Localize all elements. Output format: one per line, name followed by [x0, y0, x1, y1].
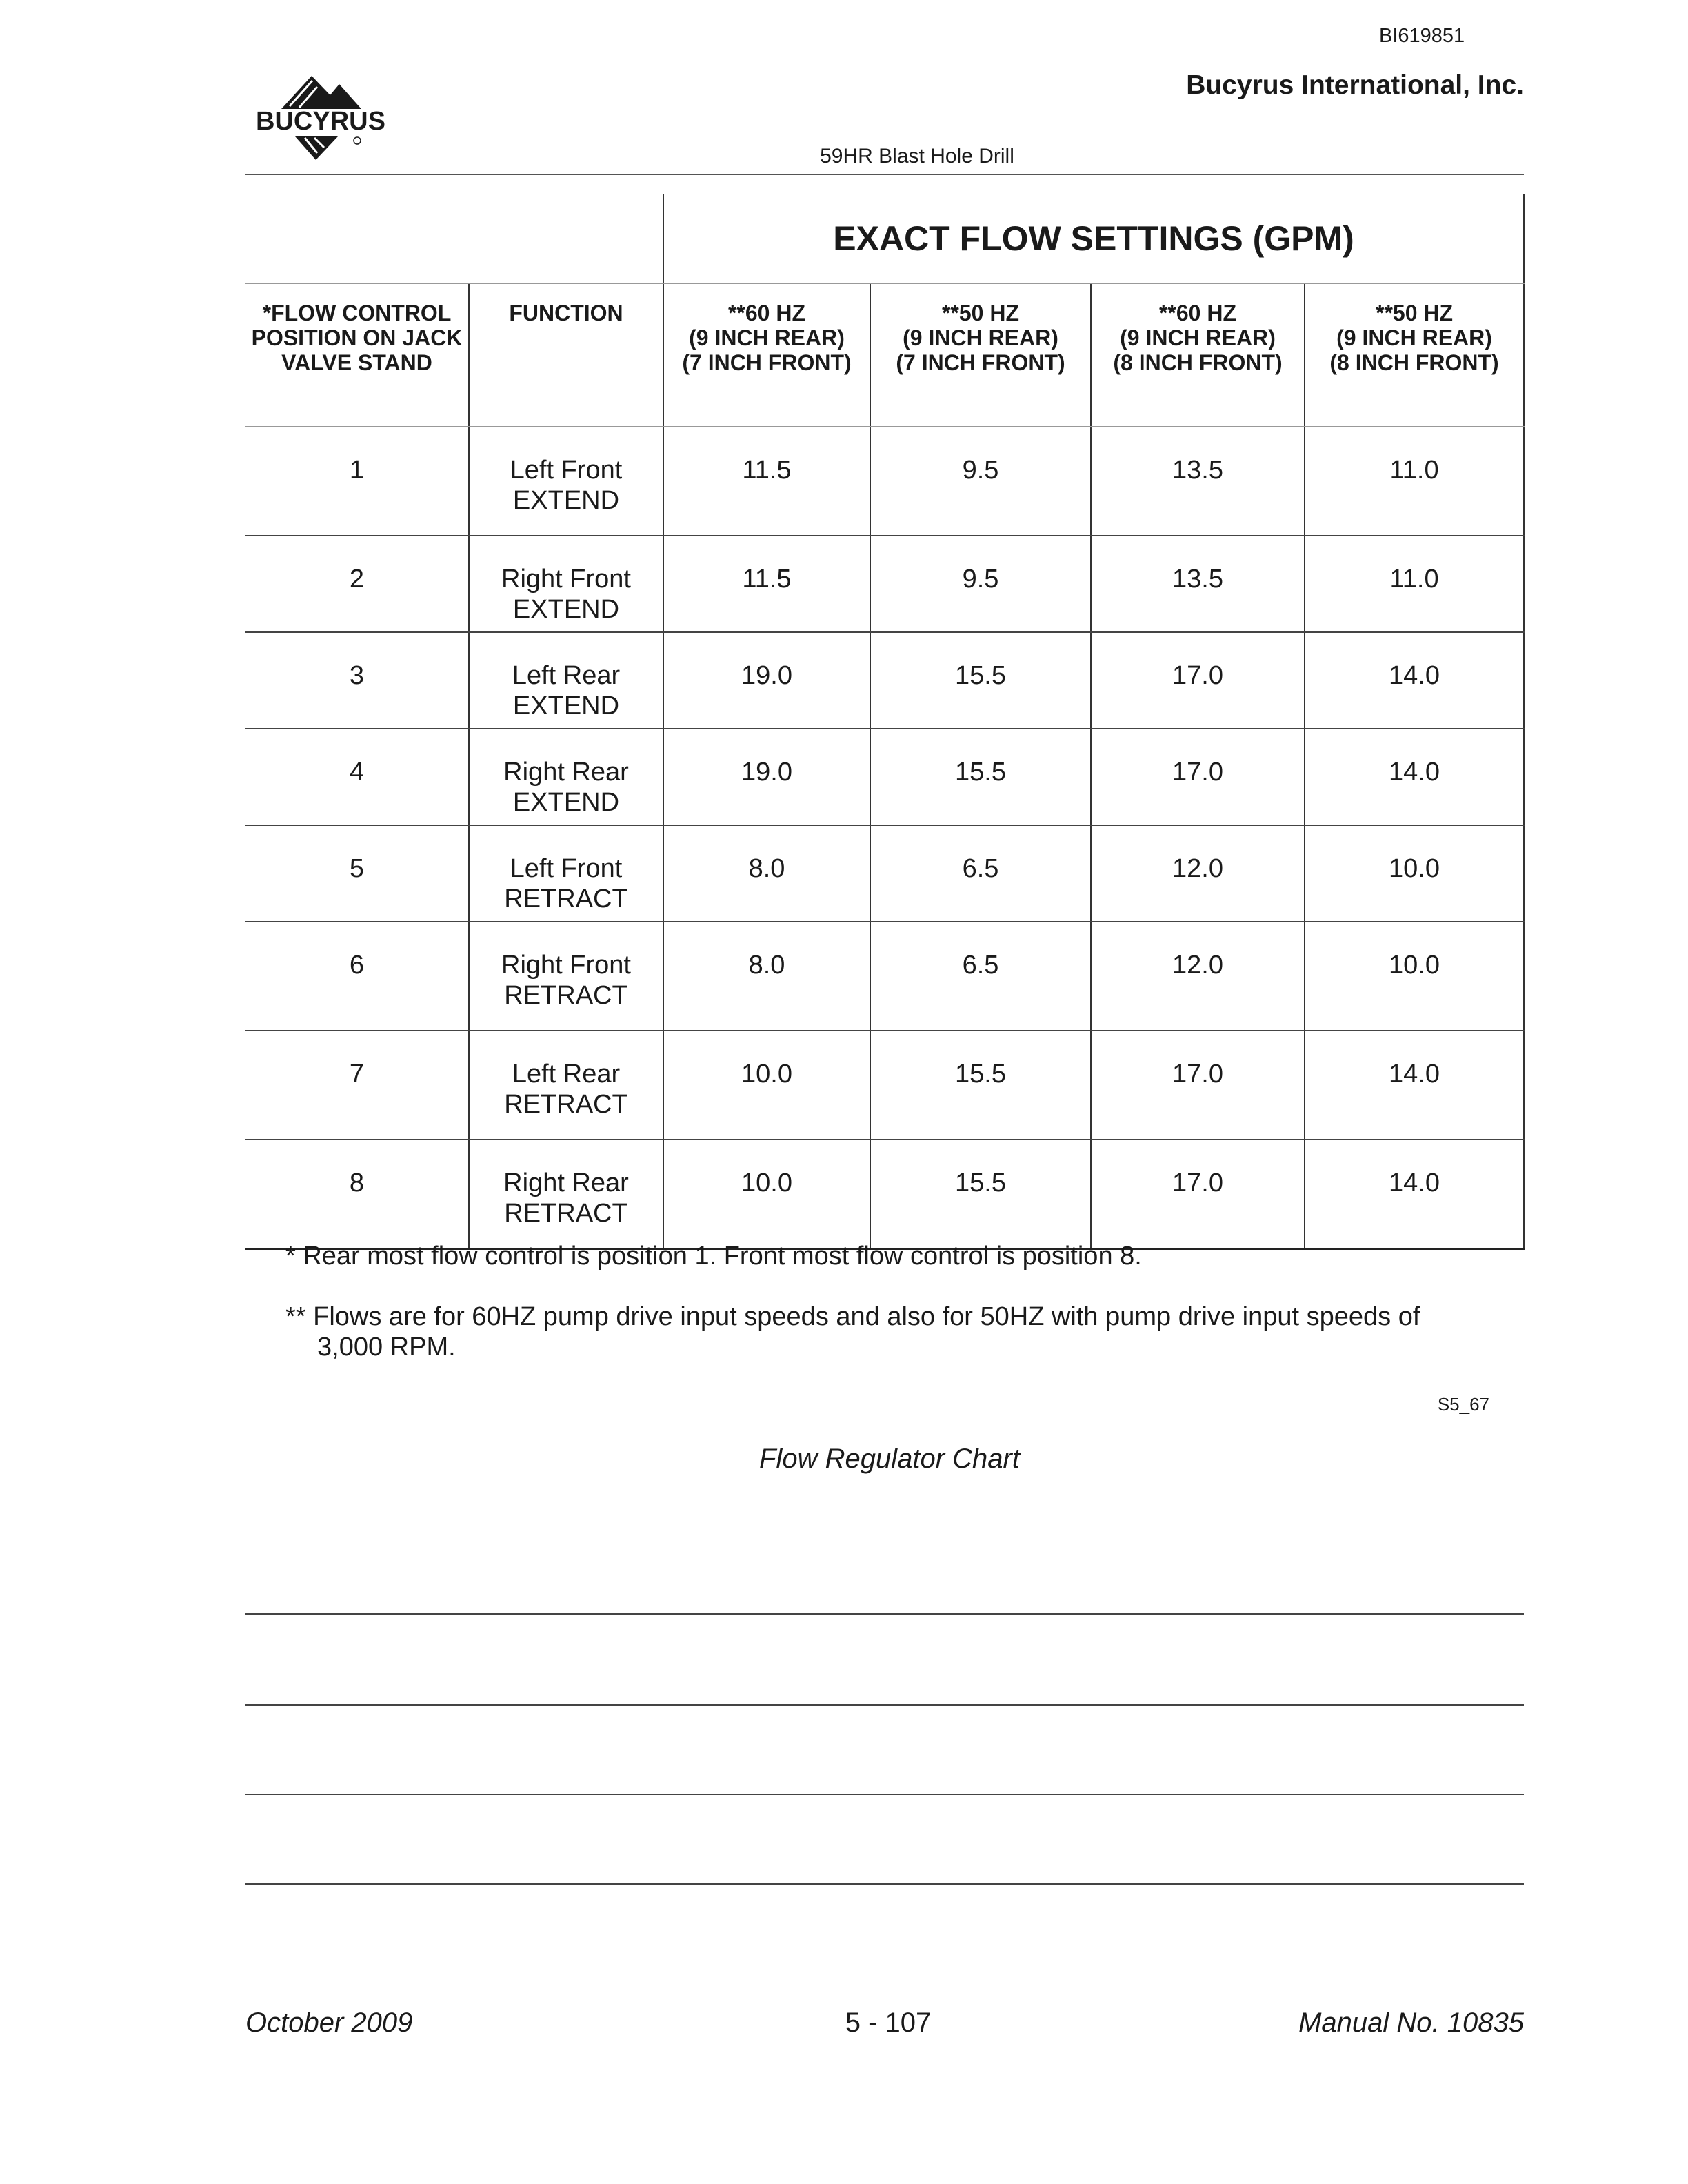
function-line: Left Front: [510, 854, 623, 883]
column-header-line: (9 INCH REAR): [1120, 325, 1276, 350]
column-header-line: (8 INCH FRONT): [1329, 350, 1499, 375]
footnote-flows-line1: ** Flows are for 60HZ pump drive input speeds and also for 50HZ with pump drive input speeds of: [285, 1302, 1420, 1331]
function-line: RETRACT: [504, 981, 628, 1010]
flow-value-cell: 10.0: [1305, 922, 1524, 1031]
function-line: Right Front: [501, 565, 631, 594]
table-row: [245, 1140, 1524, 1248]
table-row: [245, 1031, 1524, 1140]
blank-rule: [245, 1794, 1524, 1795]
footnote-flows: [285, 1302, 1513, 1362]
function-line: Right Front: [501, 951, 631, 980]
column-header-line: **60 HZ: [727, 301, 806, 325]
position-cell: 3: [245, 632, 469, 729]
column-header-line: POSITION ON JACK: [251, 325, 463, 350]
footer-date: October 2009: [245, 2008, 413, 2038]
figure-code: S5_67: [1437, 1394, 1489, 1415]
table-row: [245, 536, 1524, 632]
column-header: [245, 283, 469, 427]
table-row: [245, 427, 1524, 536]
flow-value-cell: 15.5: [870, 1140, 1091, 1248]
company-name: Bucyrus International, Inc.: [1186, 70, 1524, 100]
position-cell: 6: [245, 922, 469, 1031]
flow-value-cell: 6.5: [870, 825, 1091, 922]
flow-value-cell: 17.0: [1091, 1140, 1305, 1248]
flow-value-cell: 11.0: [1305, 427, 1524, 536]
function-line: EXTEND: [512, 788, 620, 817]
flow-value-cell: 6.5: [870, 922, 1091, 1031]
flow-value-cell: 10.0: [663, 1031, 870, 1140]
figure-caption: Flow Regulator Chart: [759, 1444, 1020, 1474]
position-cell: 7: [245, 1031, 469, 1140]
table-title: EXACT FLOW SETTINGS (GPM): [663, 194, 1524, 283]
flow-value-cell: 13.5: [1091, 427, 1305, 536]
column-header: [469, 283, 663, 427]
flow-value-cell: 14.0: [1305, 729, 1524, 825]
column-header-line: (9 INCH REAR): [903, 325, 1058, 350]
table-row: [245, 922, 1524, 1031]
column-header-line: (7 INCH FRONT): [896, 350, 1065, 375]
function-cell: [469, 1140, 663, 1248]
flow-value-cell: 10.0: [1305, 825, 1524, 922]
column-header-line: (8 INCH FRONT): [1113, 350, 1283, 375]
position-cell: 5: [245, 825, 469, 922]
function-line: Right Rear: [503, 1169, 629, 1197]
column-header-line: *FLOW CONTROL: [262, 301, 452, 325]
function-cell: [469, 922, 663, 1031]
column-header-line: VALVE STAND: [281, 350, 432, 375]
document-id: BI619851: [1379, 25, 1465, 47]
flow-value-cell: 11.5: [663, 427, 870, 536]
column-header-line: **60 HZ: [1158, 301, 1237, 325]
flow-value-cell: 17.0: [1091, 729, 1305, 825]
function-line: Right Rear: [503, 758, 629, 787]
column-header: [1305, 283, 1524, 427]
footnote-position: * Rear most flow control is position 1. Front most flow control is position 8.: [285, 1242, 1142, 1271]
flow-value-cell: 11.5: [663, 536, 870, 632]
function-cell: [469, 825, 663, 922]
table-row: [245, 825, 1524, 922]
flow-value-cell: 9.5: [870, 427, 1091, 536]
blank-rule: [245, 1704, 1524, 1706]
function-line: EXTEND: [512, 486, 620, 515]
product-name: 59HR Blast Hole Drill: [820, 145, 1014, 168]
footer-manual-number: Manual No. 10835: [1298, 2008, 1524, 2038]
table-corner: [245, 194, 663, 283]
column-header-line: **50 HZ: [1375, 301, 1454, 325]
table-row: [245, 632, 1524, 729]
function-cell: [469, 632, 663, 729]
position-cell: 4: [245, 729, 469, 825]
function-line: EXTEND: [512, 691, 620, 720]
column-header-line: **50 HZ: [941, 301, 1020, 325]
footer-page-number: 5 - 107: [845, 2008, 932, 2038]
flow-value-cell: 15.5: [870, 1031, 1091, 1140]
column-header-line: FUNCTION: [509, 301, 623, 325]
function-line: RETRACT: [504, 884, 628, 913]
footnote-flows-line2: 3,000 RPM.: [317, 1333, 456, 1362]
flow-value-cell: 10.0: [663, 1140, 870, 1248]
flow-value-cell: 19.0: [663, 729, 870, 825]
flow-value-cell: 13.5: [1091, 536, 1305, 632]
svg-text:BUCYRUS: BUCYRUS: [256, 107, 385, 136]
function-line: RETRACT: [504, 1199, 628, 1228]
function-line: Left Front: [510, 456, 623, 485]
table-header-row: [245, 283, 1524, 427]
column-header: [1091, 283, 1305, 427]
column-header-line: (7 INCH FRONT): [682, 350, 852, 375]
flow-settings-table: [245, 194, 1525, 1250]
blank-rule: [245, 1883, 1524, 1885]
function-line: Left Rear: [512, 661, 621, 690]
flow-value-cell: 17.0: [1091, 1031, 1305, 1140]
flow-value-cell: 15.5: [870, 632, 1091, 729]
column-header: [870, 283, 1091, 427]
position-cell: 1: [245, 427, 469, 536]
header-divider: [245, 174, 1524, 175]
function-line: EXTEND: [512, 595, 620, 624]
flow-value-cell: 15.5: [870, 729, 1091, 825]
flow-value-cell: 14.0: [1305, 1031, 1524, 1140]
function-cell: [469, 536, 663, 632]
flow-value-cell: 14.0: [1305, 1140, 1524, 1248]
function-line: Left Rear: [512, 1060, 621, 1089]
column-header-line: (9 INCH REAR): [689, 325, 845, 350]
flow-value-cell: 19.0: [663, 632, 870, 729]
function-cell: [469, 1031, 663, 1140]
column-header: [663, 283, 870, 427]
flow-value-cell: 12.0: [1091, 825, 1305, 922]
function-line: RETRACT: [504, 1090, 628, 1119]
blank-rule: [245, 1613, 1524, 1615]
flow-value-cell: 14.0: [1305, 632, 1524, 729]
flow-value-cell: 8.0: [663, 922, 870, 1031]
column-header-line: (9 INCH REAR): [1336, 325, 1492, 350]
table-row: [245, 729, 1524, 825]
flow-value-cell: 11.0: [1305, 536, 1524, 632]
flow-value-cell: 12.0: [1091, 922, 1305, 1031]
position-cell: 8: [245, 1140, 469, 1248]
function-cell: [469, 729, 663, 825]
function-cell: [469, 427, 663, 536]
flow-value-cell: 9.5: [870, 536, 1091, 632]
flow-value-cell: 8.0: [663, 825, 870, 922]
position-cell: 2: [245, 536, 469, 632]
flow-value-cell: 17.0: [1091, 632, 1305, 729]
bucyrus-logo: [241, 69, 400, 165]
